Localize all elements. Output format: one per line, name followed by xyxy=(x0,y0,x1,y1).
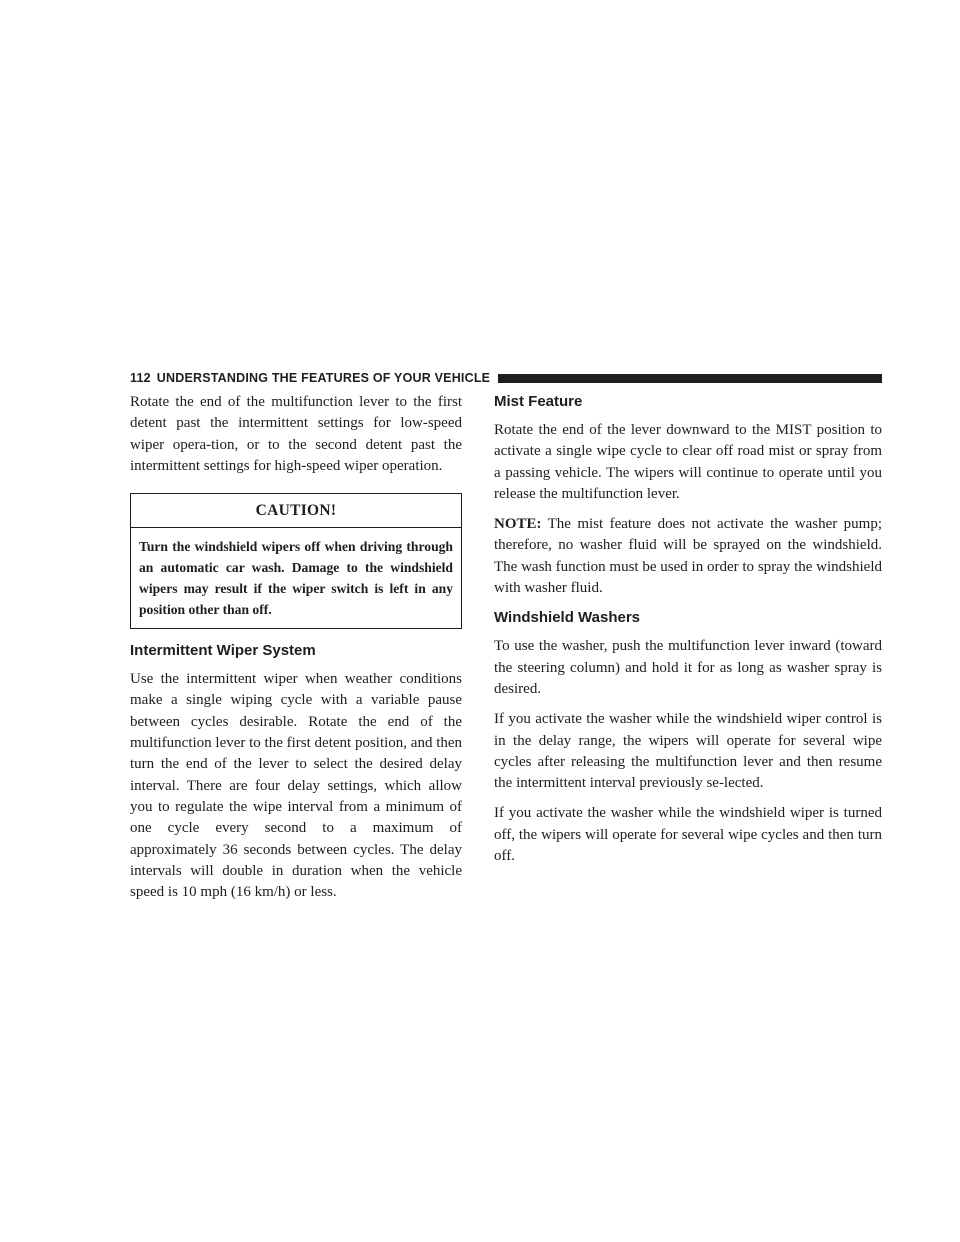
washers-paragraph-1: To use the washer, push the multifunction lever inward (toward the steering column) and hold it for as long as washer spray is desired. xyxy=(494,638,882,697)
page-number: 112 xyxy=(130,371,151,385)
right-column xyxy=(494,392,882,876)
page-header xyxy=(130,368,882,388)
mist-paragraph: Rotate the end of the lever downward to the MIST position to activate a single wipe cycle to clear off road mist or spray from a passing vehicle. The wipers will continue to operate until you release the multifunction lever. xyxy=(494,422,882,502)
note-label: NOTE: xyxy=(494,516,542,533)
washers-paragraph-3: If you activate the washer while the windshield wiper is turned off, the wipers will operate for several wipe cycles and then turn off. xyxy=(494,805,882,865)
washers-paragraph-2: If you activate the washer while the windshield wiper control is in the delay range, the wipers will operate for several wipe cycles after releasing the multifunction lever and then resume the intermittent interval previously se-lected. xyxy=(494,711,882,792)
header-rule xyxy=(498,374,882,383)
mist-heading: Mist Feature xyxy=(494,393,583,410)
intermittent-heading: Intermittent Wiper System xyxy=(130,642,316,660)
left-column xyxy=(130,392,462,912)
caution-text: Turn the windshield wipers off when driving through an automatic car wash. Damage to the windshield wipers may result if the wiper switch is left in any position other than off. xyxy=(139,539,453,618)
caution-title: CAUTION! xyxy=(131,494,461,528)
caution-box xyxy=(130,493,462,629)
note-text: The mist feature does not activate the washer pump; therefore, no washer fluid will be sprayed on the windshield. The wash function must be used in order to spray the windshield with washer fluid. xyxy=(494,516,882,597)
note-paragraph xyxy=(494,514,882,599)
section-title: UNDERSTANDING THE FEATURES OF YOUR VEHICLE xyxy=(156,371,491,385)
intermittent-paragraph: Use the intermittent wiper when weather conditions make a single wiping cycle with a variable pause between cycles desirable. Rotate the end of the multifunction lever to the first detent position, and then turn the end of the lever to select the desired delay interval. There are four delay settings, which allow you to regulate the wipe interval from a minimum of one cycle every second to a maximum of approximately 36 seconds between cycles. The delay intervals will double in duration when the vehicle speed is 10 mph (16 km/h) or less. xyxy=(130,671,463,901)
intro-paragraph: Rotate the end of the multifunction lever to the first detent past the intermittent settings for low-speed wiper opera-tion, or to the second detent past the intermittent settings for high-speed wiper operation. xyxy=(130,394,462,474)
washers-heading: Windshield Washers xyxy=(494,609,641,627)
